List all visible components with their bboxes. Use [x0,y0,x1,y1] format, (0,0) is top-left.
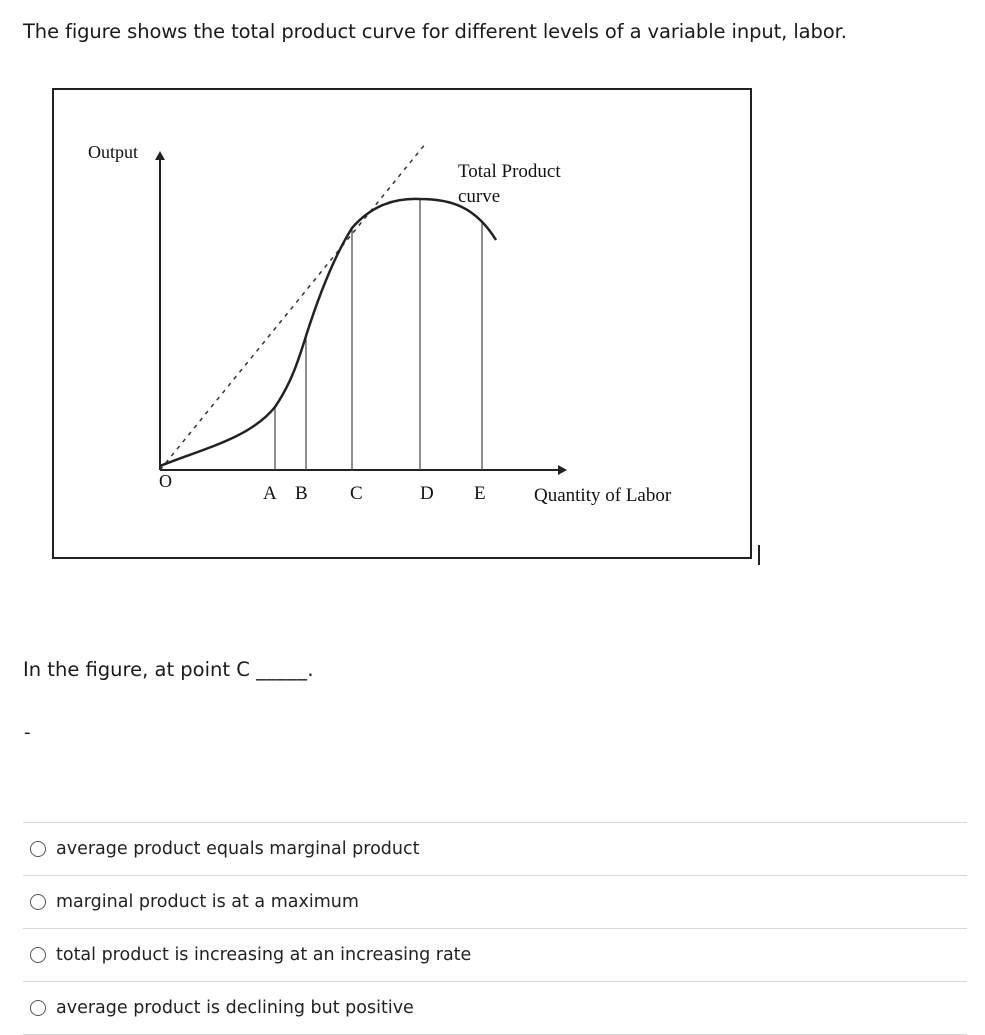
x-axis-arrow [558,465,567,475]
radio-button-icon[interactable] [30,1000,46,1016]
question-intro: The figure shows the total product curve for different levels of a variable input, labor. [23,20,847,43]
option-label: average product equals marginal product [56,839,420,859]
radio-button-icon[interactable] [30,894,46,910]
radio-button-icon[interactable] [30,947,46,963]
tangent-ray [160,143,426,470]
question-prefix: In the figure, at point C [23,658,257,681]
option-label: total product is increasing at an increasing rate [56,945,472,965]
stray-mark: - [24,722,31,743]
curve-label-line1: Total Product [458,161,561,182]
answer-blank: _____. [256,658,315,681]
curve-label-line2: curve [458,186,501,207]
answer-option-1[interactable] [23,823,967,876]
option-label: marginal product is at a maximum [56,892,359,912]
point-label-e: E [474,483,486,504]
total-product-curve [160,199,496,466]
answer-option-4[interactable] [23,982,967,1035]
y-axis-arrow [155,151,165,160]
point-label-b: B [295,483,308,504]
answer-options [23,822,967,1035]
point-label-c: C [350,483,363,504]
radio-button-icon[interactable] [30,841,46,857]
point-label-d: D [420,483,434,504]
question-text [23,658,314,681]
answer-option-2[interactable] [23,876,967,929]
y-axis-label: Output [88,142,139,162]
answer-option-3[interactable] [23,929,967,982]
x-axis-label: Quantity of Labor [534,485,672,506]
origin-label: O [159,471,172,491]
point-label-a: A [263,483,277,504]
option-label: average product is declining but positive [56,998,414,1018]
